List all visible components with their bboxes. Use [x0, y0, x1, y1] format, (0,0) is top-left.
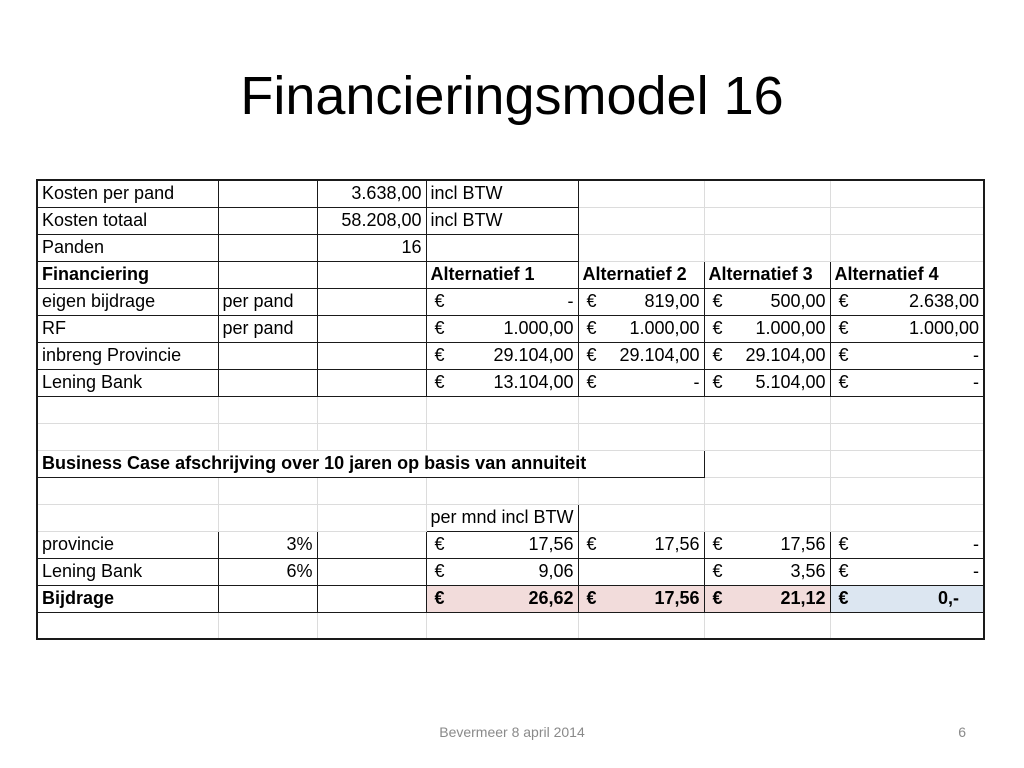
euro-symbol: €: [712, 318, 723, 338]
amount-cell: € 1.000,00: [704, 315, 830, 342]
table-row: [37, 477, 984, 504]
total-cell: € 0,-: [830, 585, 984, 612]
total-cell: € 21,12: [704, 585, 830, 612]
euro-symbol: €: [434, 561, 445, 581]
amount-cell: € 29.104,00: [578, 342, 704, 369]
value-cell: 58.208,00: [317, 207, 426, 234]
page-number: 6: [958, 724, 966, 740]
table-row: [37, 180, 984, 207]
table-row: [37, 504, 984, 531]
amount-cell: € 9,06: [426, 558, 578, 585]
table-row: [37, 207, 984, 234]
table-row: [37, 396, 984, 423]
euro-symbol: €: [712, 372, 723, 392]
amount-cell: € -: [830, 558, 984, 585]
amount-cell: € 29.104,00: [426, 342, 578, 369]
percent-cell: 3%: [218, 531, 317, 558]
total-cell: € 26,62: [426, 585, 578, 612]
euro-symbol: €: [838, 372, 849, 392]
amount-cell: € 819,00: [578, 288, 704, 315]
total-cell: € 17,56: [578, 585, 704, 612]
label-cell: Lening Bank: [37, 558, 218, 585]
euro-symbol: €: [434, 291, 445, 311]
label-cell: Kosten per pand: [37, 180, 218, 207]
table-row: [37, 342, 984, 369]
euro-symbol: €: [586, 345, 597, 365]
amount-cell: € 1.000,00: [830, 315, 984, 342]
amount-cell: € 29.104,00: [704, 342, 830, 369]
label-cell: RF: [37, 315, 218, 342]
amount-cell: € -: [830, 369, 984, 396]
label-cell: Kosten totaal: [37, 207, 218, 234]
amount-cell: € 1.000,00: [426, 315, 578, 342]
euro-symbol: €: [838, 534, 849, 554]
financing-table: [36, 179, 985, 640]
slide-title: Financieringsmodel 16: [240, 66, 784, 126]
value-cell: 16: [317, 234, 426, 261]
section-heading: Business Case afschrijving over 10 jaren op basis van annuiteit: [37, 450, 704, 477]
unit-cell: per pand: [218, 315, 317, 342]
euro-symbol: €: [712, 561, 723, 581]
label-cell: inbreng Provincie: [37, 342, 218, 369]
euro-symbol: €: [838, 318, 849, 338]
amount-cell: € 500,00: [704, 288, 830, 315]
amount-cell: € -: [830, 531, 984, 558]
value-cell: 3.638,00: [317, 180, 426, 207]
euro-symbol: €: [712, 588, 723, 608]
note-cell: per mnd incl BTW: [426, 504, 578, 531]
unit-cell: per pand: [218, 288, 317, 315]
amount-cell: € 17,56: [426, 531, 578, 558]
table-row: [37, 423, 984, 450]
amount-cell: € 1.000,00: [578, 315, 704, 342]
amount-cell: € 17,56: [578, 531, 704, 558]
column-header: Alternatief 3: [704, 261, 830, 288]
table-row: [37, 234, 984, 261]
percent-cell: 6%: [218, 558, 317, 585]
column-header: Alternatief 1: [426, 261, 578, 288]
euro-symbol: €: [712, 291, 723, 311]
euro-symbol: €: [838, 588, 849, 608]
euro-symbol: €: [838, 291, 849, 311]
euro-symbol: €: [434, 534, 445, 554]
euro-symbol: €: [586, 291, 597, 311]
euro-symbol: €: [434, 588, 445, 608]
table-row: [37, 612, 984, 639]
note-cell: incl BTW: [426, 180, 578, 207]
table-row: [37, 315, 984, 342]
column-header: Alternatief 4: [830, 261, 984, 288]
label-cell: eigen bijdrage: [37, 288, 218, 315]
label-cell: Panden: [37, 234, 218, 261]
footer-text: Bevermeer 8 april 2014: [439, 724, 585, 740]
table-row: [37, 450, 984, 477]
label-cell: Lening Bank: [37, 369, 218, 396]
euro-symbol: €: [838, 561, 849, 581]
amount-cell: € -: [578, 369, 704, 396]
label-cell: Bijdrage: [37, 585, 218, 612]
table-row: [37, 585, 984, 612]
label-cell: provincie: [37, 531, 218, 558]
amount-cell: € 5.104,00: [704, 369, 830, 396]
table-row: [37, 531, 984, 558]
euro-symbol: €: [434, 345, 445, 365]
euro-symbol: €: [586, 588, 597, 608]
table-row: [37, 261, 984, 288]
amount-cell: € -: [426, 288, 578, 315]
amount-cell: € 17,56: [704, 531, 830, 558]
euro-symbol: €: [586, 318, 597, 338]
euro-symbol: €: [838, 345, 849, 365]
note-cell: incl BTW: [426, 207, 578, 234]
table-row: [37, 558, 984, 585]
amount-cell: € 2.638,00: [830, 288, 984, 315]
euro-symbol: €: [712, 534, 723, 554]
amount-cell: € 13.104,00: [426, 369, 578, 396]
euro-symbol: €: [434, 372, 445, 392]
label-cell: Financiering: [37, 261, 218, 288]
euro-symbol: €: [586, 372, 597, 392]
euro-symbol: €: [434, 318, 445, 338]
table-row: [37, 369, 984, 396]
euro-symbol: €: [712, 345, 723, 365]
amount-cell: € 3,56: [704, 558, 830, 585]
column-header: Alternatief 2: [578, 261, 704, 288]
amount-cell: € -: [830, 342, 984, 369]
euro-symbol: €: [586, 534, 597, 554]
table-row: [37, 288, 984, 315]
